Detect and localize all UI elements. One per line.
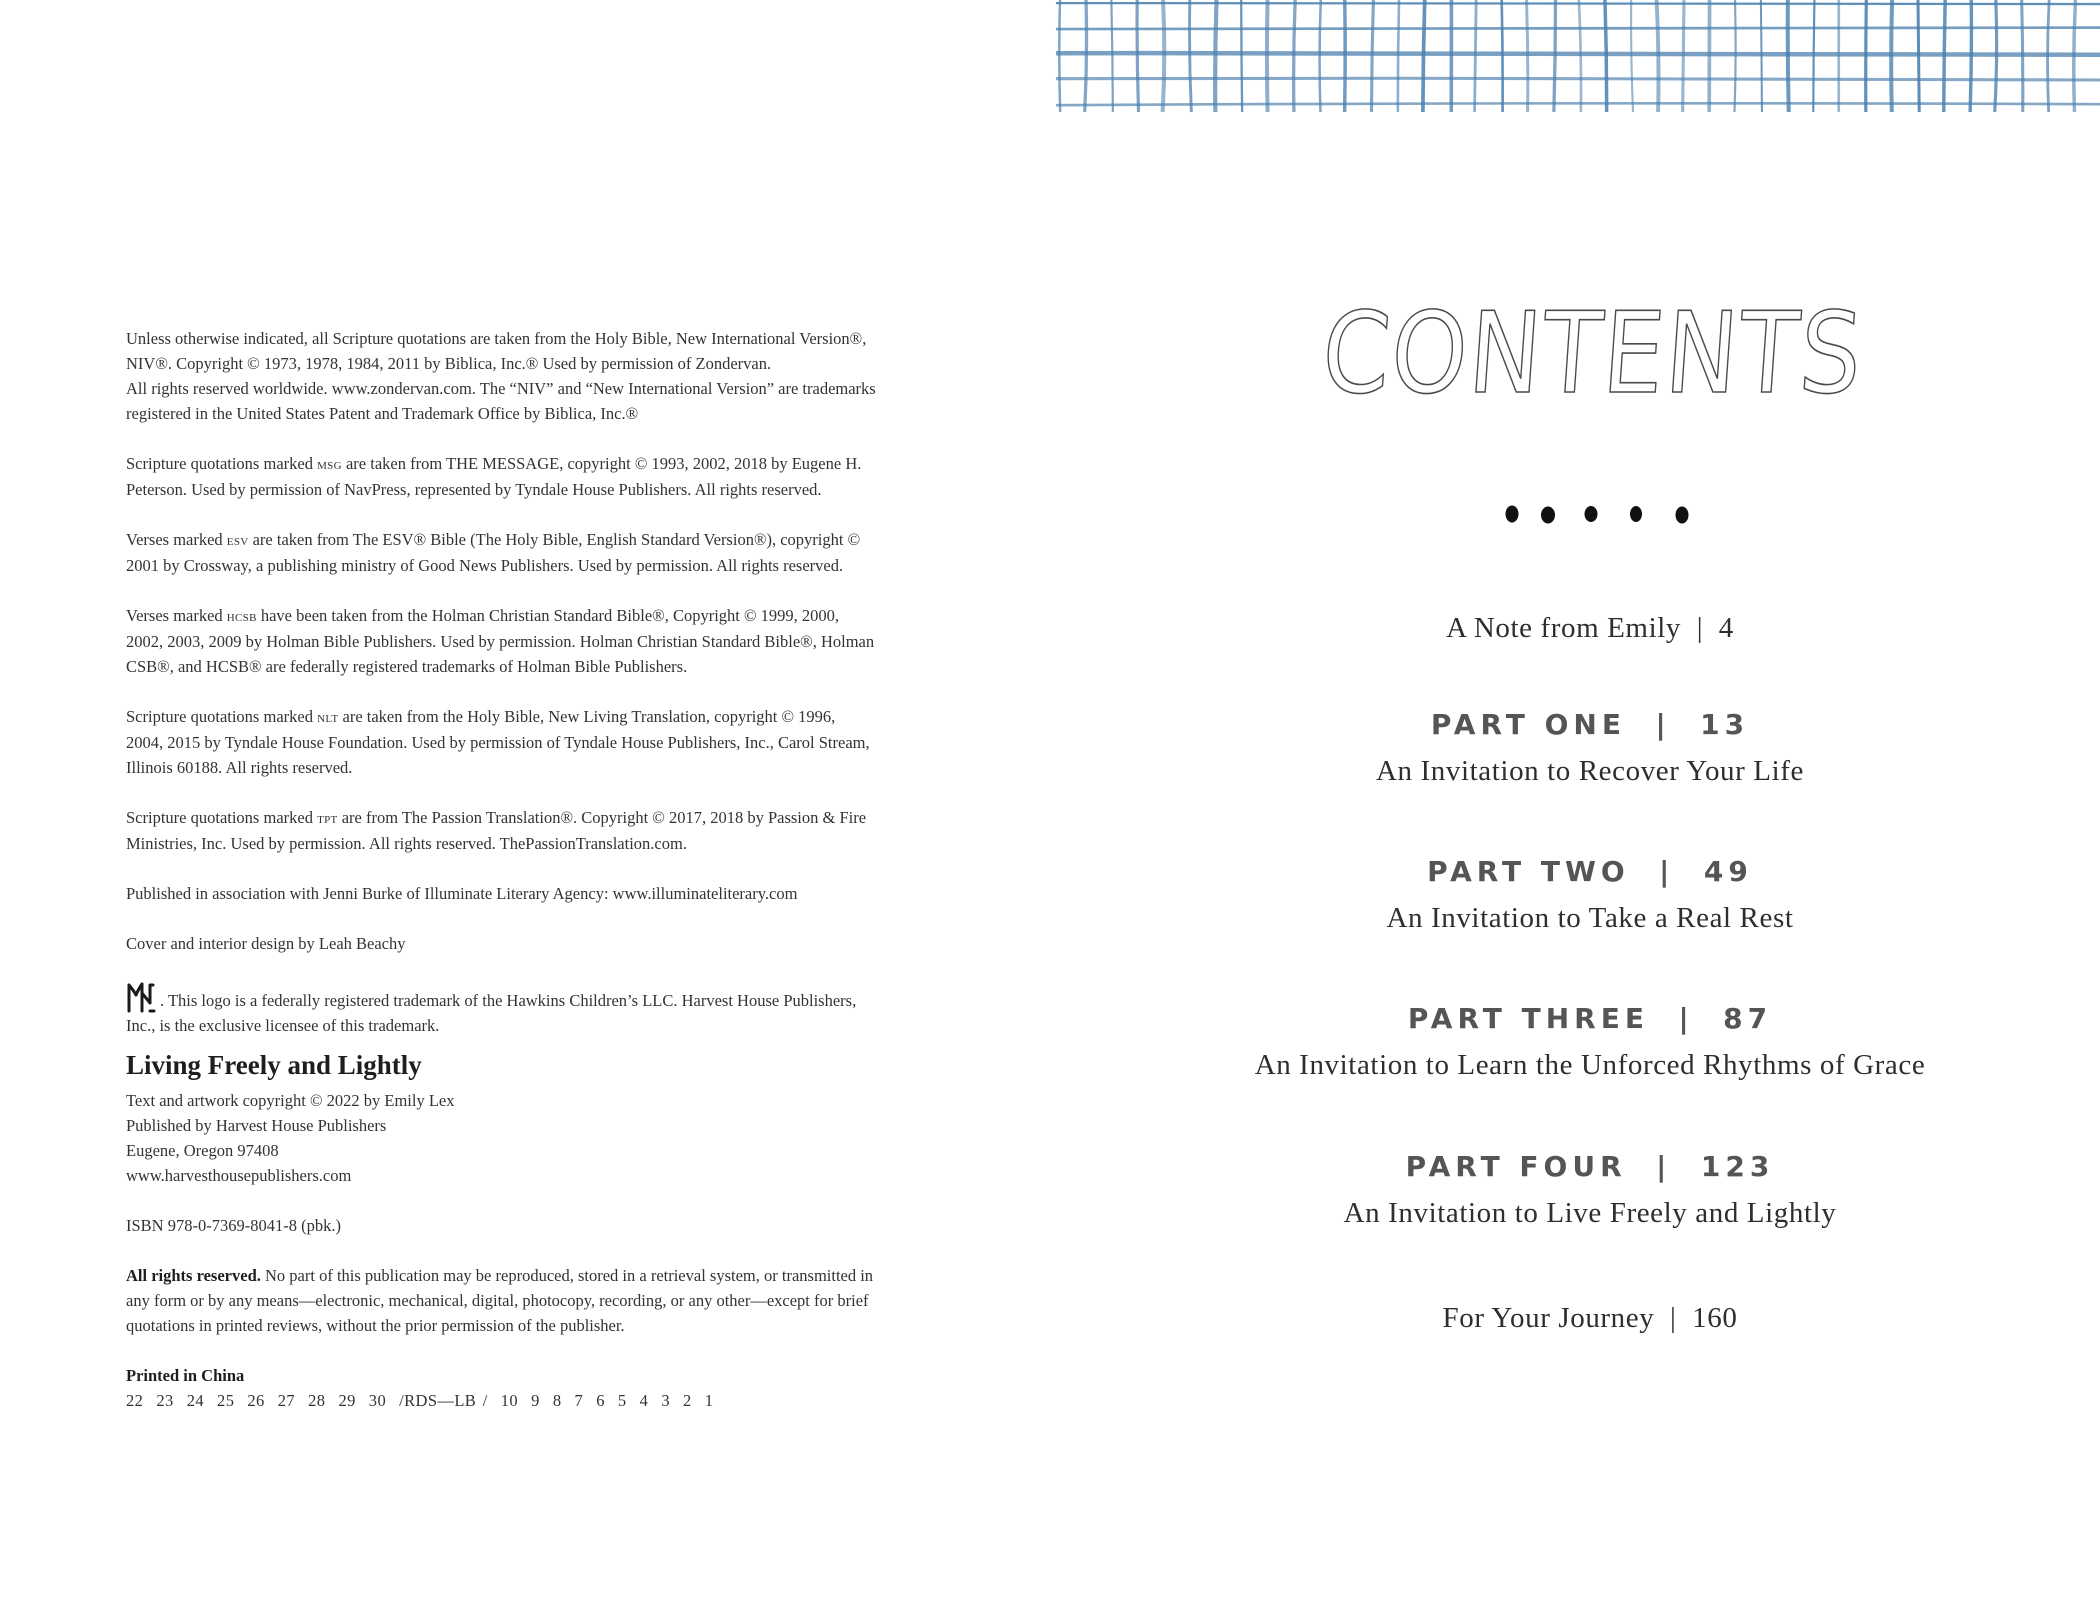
- rights-bold: All rights reserved.: [126, 1266, 261, 1285]
- niv-line: Unless otherwise indicated, all Scripture quotations are taken from the Holy Bible, New International Version®,: [126, 329, 867, 348]
- print-line: 22 23 24 25 26 27 28 29 30 /RDS—LB / 10 9 8 7 6 5 4 3 2 1: [126, 1391, 714, 1410]
- esv-abbr: esv: [226, 532, 249, 549]
- rights-line: quotations in printed reviews, without the prior permission of the publisher.: [126, 1316, 625, 1335]
- part-title: An Invitation to Recover Your Life: [1376, 755, 1804, 787]
- isbn: ISBN 978-0-7369-8041-8 (pbk.): [126, 1216, 341, 1235]
- gingham-stroke: [1190, 0, 1192, 112]
- hcsb-line: CSB®, and HCSB® are federally registered trademarks of Holman Bible Publishers.: [126, 657, 688, 676]
- esv-line: are taken from The ESV® Bible (The Holy Bible, English Standard Version®), copyright ©: [248, 530, 861, 549]
- esv-line: 2001 by Crossway, a publishing ministry of Good News Publishers. Used by permission. All rights reserved.: [126, 556, 844, 575]
- imprint-line: www.harvesthousepublishers.com: [126, 1166, 352, 1185]
- contents-heading: [1318, 280, 1956, 420]
- logo-notice: [126, 981, 896, 1038]
- hcsb-abbr: hcsb: [226, 608, 257, 625]
- niv-line: NIV®. Copyright © 1973, 1978, 1984, 2011 by Biblica, Inc.® Used by permission of Zondervan.: [126, 354, 772, 373]
- nlt-notice: [126, 704, 896, 780]
- design-credit: Cover and interior design by Leah Beachy: [126, 934, 406, 953]
- gingham-stroke: [1056, 103, 2100, 105]
- gingham-stroke: [1398, 0, 1399, 112]
- nlt-line: 2004, 2015 by Tyndale House Foundation. Used by permission of Tyndale House Publishers, Inc., Carol Stream,: [126, 733, 870, 752]
- tpt-line: Ministries, Inc. Used by permission. All rights reserved. ThePassionTranslation.com.: [126, 834, 687, 853]
- publisher-logo-icon: [126, 981, 156, 1013]
- toc-note-label: A Note from Emily | 4: [1446, 612, 1734, 644]
- toc-part-three[interactable]: [1190, 1002, 1990, 1082]
- agency-credit: Published in association with Jenni Burke of Illuminate Literary Agency: www.illuminateliterary.com: [126, 884, 798, 903]
- rights-notice: [126, 1263, 896, 1338]
- logo-note-text: . This logo is a federally registered trademark of the Hawkins Children’s LLC. Harvest House Publishers,: [160, 991, 857, 1010]
- tpt-line: are from The Passion Translation®. Copyright © 2017, 2018 by Passion & Fire: [337, 808, 867, 827]
- gingham-stroke: [1475, 0, 1477, 112]
- gingham-stroke: [1056, 53, 2100, 55]
- tpt-notice: [126, 805, 896, 856]
- dots-divider-decoration: [1490, 496, 1700, 532]
- toc-part-one[interactable]: [1190, 708, 1990, 788]
- nlt-line: Illinois 60188. All rights reserved.: [126, 758, 353, 777]
- contents-heading-text: CONTENTS: [1318, 289, 1956, 419]
- part-title: An Invitation to Take a Real Rest: [1386, 902, 1794, 934]
- imprint-line: Text and artwork copyright © 2022 by Emily Lex: [126, 1091, 455, 1110]
- gingham-stroke: [1371, 0, 1373, 112]
- tpt-pre: Scripture quotations marked: [126, 808, 318, 827]
- nlt-pre: Scripture quotations marked: [126, 707, 318, 726]
- msg-abbr: msg: [317, 456, 342, 473]
- msg-notice: [126, 451, 896, 502]
- msg-pre: Scripture quotations marked: [126, 454, 318, 473]
- gingham-stroke: [1056, 3, 2100, 4]
- gingham-stroke: [1345, 0, 1346, 112]
- printed-in: Printed in China: [126, 1366, 245, 1385]
- imprint-line: Eugene, Oregon 97408: [126, 1141, 279, 1160]
- part-title: An Invitation to Live Freely and Lightly: [1343, 1197, 1837, 1229]
- gingham-stroke: [1085, 0, 1087, 112]
- rights-line: No part of this publication may be reproduced, stored in a retrieval system, or transmitted in: [260, 1266, 874, 1285]
- gingham-stroke: [1059, 0, 1060, 112]
- logo-note-text: Inc., is the exclusive licensee of this trademark.: [126, 1016, 440, 1035]
- imprint: [126, 1088, 896, 1188]
- toc-part-two[interactable]: [1190, 855, 1990, 935]
- msg-line: are taken from THE MESSAGE, copyright © 1993, 2002, 2018 by Eugene H.: [341, 454, 862, 473]
- part-heading: PART THREE | 87: [1407, 1002, 1773, 1035]
- msg-line: Peterson. Used by permission of NavPress, represented by Tyndale House Publishers. All rights reserved.: [126, 480, 822, 499]
- gingham-stroke: [1241, 0, 1242, 112]
- tpt-abbr: tpt: [317, 810, 338, 827]
- part-heading: PART TWO | 49: [1427, 855, 1753, 888]
- nlt-line: are taken from the Holy Bible, New Living Translation, copyright © 1996,: [338, 707, 836, 726]
- hcsb-notice: [126, 603, 896, 679]
- hcsb-pre: Verses marked: [126, 606, 227, 625]
- book-title: Living Freely and Lightly: [126, 1050, 422, 1080]
- gingham-stroke: [1163, 0, 1165, 112]
- gingham-stroke: [1111, 0, 1112, 112]
- toc-entry-note[interactable]: [1190, 612, 1990, 645]
- esv-pre: Verses marked: [126, 530, 227, 549]
- esv-notice: [126, 527, 896, 578]
- toc-entry-journey[interactable]: [1190, 1302, 1990, 1335]
- gingham-stroke: [1056, 28, 2100, 29]
- gingham-pattern-decoration: [1056, 0, 2100, 112]
- hcsb-line: 2002, 2003, 2009 by Holman Bible Publishers. Used by permission. Holman Christian Standard Bible®, Holman: [126, 632, 875, 651]
- toc-journey-label: For Your Journey | 160: [1442, 1302, 1738, 1334]
- niv-notice: [126, 326, 896, 426]
- gingham-stroke: [1423, 0, 1425, 112]
- gingham-stroke: [1137, 0, 1138, 112]
- niv-line: All rights reserved worldwide. www.zondervan.com. The “NIV” and “New International Version” are trademarks: [126, 379, 876, 398]
- imprint-line: Published by Harvest House Publishers: [126, 1116, 387, 1135]
- copyright-page: [126, 326, 896, 1413]
- part-title: An Invitation to Learn the Unforced Rhythms of Grace: [1254, 1049, 1926, 1081]
- nlt-abbr: nlt: [317, 709, 339, 726]
- gingham-stroke: [1320, 0, 1321, 112]
- part-heading: PART FOUR | 123: [1405, 1150, 1775, 1183]
- rights-line: any form or by any means—electronic, mechanical, digital, photocopy, recording, or any other—except for brief: [126, 1291, 869, 1310]
- niv-line: registered in the United States Patent and Trademark Office by Biblica, Inc.®: [126, 404, 639, 423]
- gingham-stroke: [1267, 0, 1268, 112]
- toc-part-four[interactable]: [1190, 1150, 1990, 1230]
- hcsb-line: have been taken from the Holman Christian Standard Bible®, Copyright © 1999, 2000,: [256, 606, 840, 625]
- gingham-stroke: [1215, 0, 1216, 112]
- gingham-stroke: [1056, 78, 2100, 80]
- gingham-stroke: [1294, 0, 1296, 112]
- part-heading: PART ONE | 13: [1430, 708, 1750, 741]
